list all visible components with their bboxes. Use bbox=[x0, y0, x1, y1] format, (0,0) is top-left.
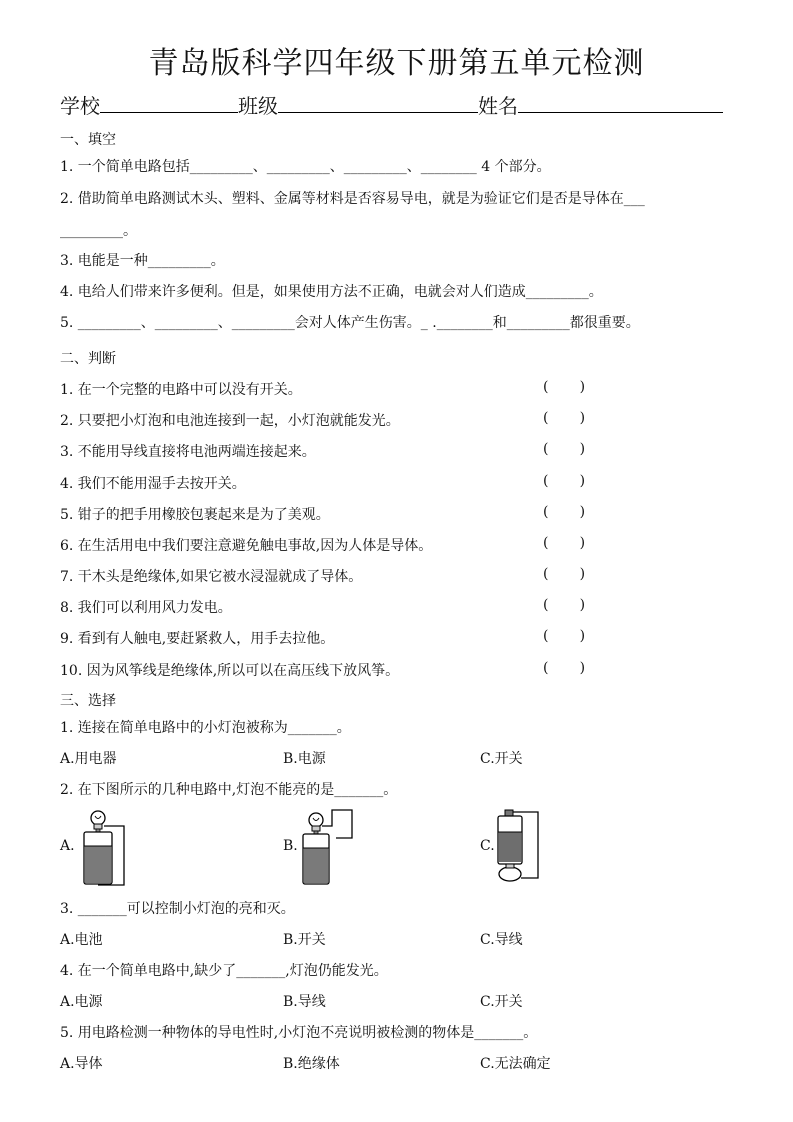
choice-5-option-c[interactable]: C.无法确定 bbox=[480, 1056, 551, 1072]
choice-2-option-c[interactable]: C. bbox=[480, 838, 495, 854]
choice-2-option-b[interactable]: B. bbox=[283, 838, 298, 854]
class-label: 班级 bbox=[238, 94, 278, 118]
circuit-figure-c bbox=[494, 806, 554, 888]
fill-question-1: 1. 一个简单电路包括_________、_________、_________、________ 4 个部分。 bbox=[60, 159, 551, 175]
bulb-icon bbox=[309, 813, 323, 827]
judge-question-4: 4. 我们不能用湿手去按开关。 bbox=[60, 476, 246, 492]
section-fill-heading: 一、填空 bbox=[60, 132, 116, 148]
school-label: 学校 bbox=[60, 94, 100, 118]
section-judge-heading: 二、判断 bbox=[60, 351, 116, 367]
choice-2-option-a[interactable]: A. bbox=[60, 838, 75, 854]
judge-answer-6[interactable]: ( ) bbox=[543, 535, 586, 551]
judge-answer-3[interactable]: ( ) bbox=[543, 441, 586, 457]
choice-1-option-a[interactable]: A.用电器 bbox=[60, 751, 117, 767]
choice-5-option-a[interactable]: A.导体 bbox=[60, 1056, 103, 1072]
bulb-icon bbox=[91, 811, 105, 825]
circuit-figure-a bbox=[76, 808, 132, 888]
judge-answer-5[interactable]: ( ) bbox=[543, 504, 586, 520]
fill-question-2-cont: _________。 bbox=[60, 223, 137, 239]
section-choice-heading: 三、选择 bbox=[60, 693, 116, 709]
circuit-b-drawing bbox=[298, 806, 360, 888]
student-info-line bbox=[60, 90, 723, 119]
judge-answer-4[interactable]: ( ) bbox=[543, 473, 586, 489]
choice-4-option-b[interactable]: B.导线 bbox=[283, 994, 326, 1010]
choice-3-option-c[interactable]: C.导线 bbox=[480, 932, 523, 948]
choice-question-5: 5. 用电路检测一种物体的导电性时,小灯泡不亮说明被检测的物体是_______。 bbox=[60, 1025, 538, 1041]
class-field[interactable] bbox=[278, 92, 478, 113]
judge-question-2: 2. 只要把小灯泡和电池连接到一起，小灯泡就能发光。 bbox=[60, 413, 400, 429]
judge-question-8: 8. 我们可以利用风力发电。 bbox=[60, 600, 232, 616]
bulb-icon bbox=[499, 867, 521, 881]
choice-4-option-a[interactable]: A.电源 bbox=[60, 994, 103, 1010]
choice-1-option-b[interactable]: B.电源 bbox=[283, 751, 326, 767]
choice-5-option-b[interactable]: B.绝缘体 bbox=[283, 1056, 340, 1072]
school-field[interactable] bbox=[100, 92, 238, 113]
judge-answer-10[interactable]: ( ) bbox=[543, 660, 586, 676]
judge-question-7: 7. 干木头是绝缘体,如果它被水浸湿就成了导体。 bbox=[60, 569, 363, 585]
judge-answer-8[interactable]: ( ) bbox=[543, 597, 586, 613]
fill-question-2: 2. 借助简单电路测试木头、塑料、金属等材料是否容易导电，就是为验证它们是否是导体在___ bbox=[60, 191, 645, 207]
choice-1-option-c[interactable]: C.开关 bbox=[480, 751, 523, 767]
choice-question-2: 2. 在下图所示的几种电路中,灯泡不能亮的是_______。 bbox=[60, 782, 398, 798]
choice-3-option-b[interactable]: B.开关 bbox=[283, 932, 326, 948]
judge-question-9: 9. 看到有人触电,要赶紧救人，用手去拉他。 bbox=[60, 631, 335, 647]
fill-question-4: 4. 电给人们带来许多便利。但是，如果使用方法不正确，电就会对人们造成_________。 bbox=[60, 284, 603, 300]
page-title: 青岛版科学四年级下册第五单元检测 bbox=[148, 46, 645, 81]
choice-question-3: 3. _______可以控制小灯泡的亮和灭。 bbox=[60, 901, 295, 917]
judge-question-6: 6. 在生活用电中我们要注意避免触电事故,因为人体是导体。 bbox=[60, 538, 433, 554]
choice-4-option-c[interactable]: C.开关 bbox=[480, 994, 523, 1010]
fill-question-3: 3. 电能是一种_________。 bbox=[60, 253, 225, 269]
judge-question-3: 3. 不能用导线直接将电池两端连接起来。 bbox=[60, 444, 316, 460]
name-field[interactable] bbox=[518, 92, 723, 113]
judge-answer-1[interactable]: ( ) bbox=[543, 379, 586, 395]
judge-answer-9[interactable]: ( ) bbox=[543, 628, 586, 644]
circuit-figure-b bbox=[298, 806, 360, 888]
circuit-a-drawing bbox=[76, 808, 132, 888]
choice-question-4: 4. 在一个简单电路中,缺少了_______,灯泡仍能发光。 bbox=[60, 963, 388, 979]
fill-question-5: 5. _________、_________、_________会对人体产生伤害。_ .________和_________都很重要。 bbox=[60, 315, 640, 331]
judge-answer-7[interactable]: ( ) bbox=[543, 566, 586, 582]
circuit-c-drawing bbox=[494, 806, 554, 888]
choice-3-option-a[interactable]: A.电池 bbox=[60, 932, 103, 948]
judge-question-10: 10. 因为风筝线是绝缘体,所以可以在高压线下放风筝。 bbox=[60, 663, 400, 679]
judge-question-1: 1. 在一个完整的电路中可以没有开关。 bbox=[60, 382, 302, 398]
judge-question-5: 5. 钳子的把手用橡胶包裹起来是为了美观。 bbox=[60, 507, 330, 523]
choice-question-1: 1. 连接在简单电路中的小灯泡被称为_______。 bbox=[60, 720, 351, 736]
name-label: 姓名 bbox=[478, 94, 518, 118]
judge-answer-2[interactable]: ( ) bbox=[543, 410, 586, 426]
